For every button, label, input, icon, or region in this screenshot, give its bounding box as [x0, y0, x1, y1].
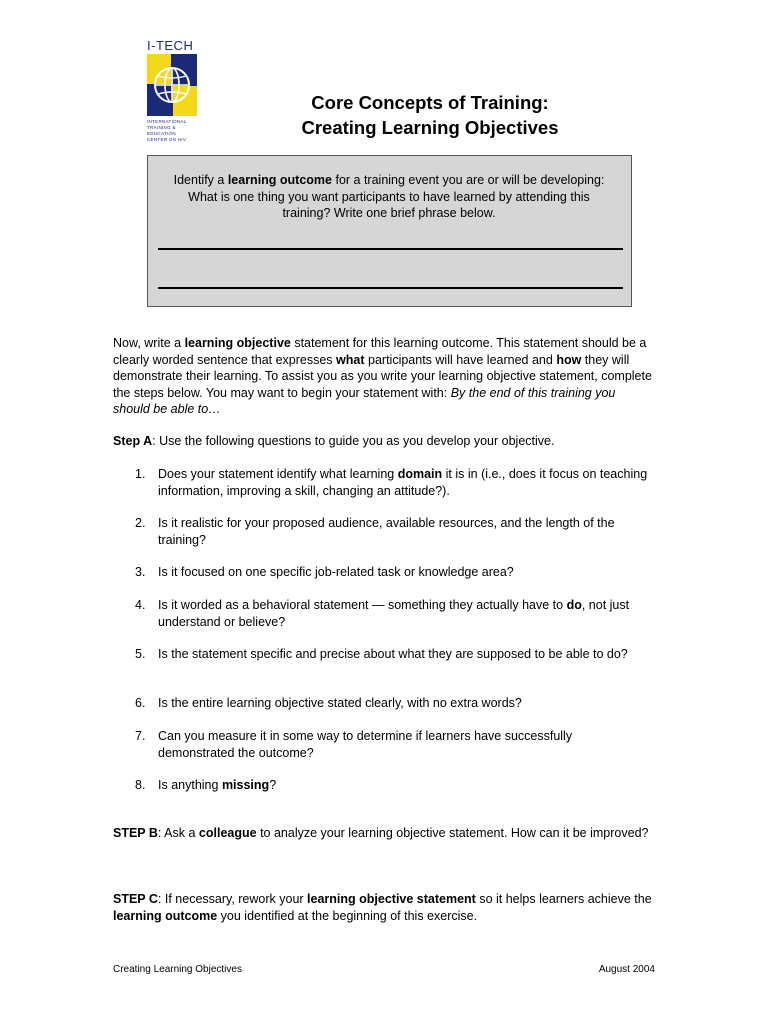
- globe-icon: [147, 54, 197, 116]
- answer-line-1[interactable]: [158, 248, 623, 250]
- footer-right: August 2004: [598, 964, 655, 975]
- step-b: STEP B: Ask a colleague to analyze your learning objective statement. How can it be improved?: [113, 826, 649, 840]
- logo-subtitle: INTERNATIONAL TRAINING & EDUCATION CENTER ON HIV: [147, 119, 187, 142]
- answer-line-2[interactable]: [158, 287, 623, 289]
- intro-paragraph: Now, write a learning objective statement for this learning outcome. This statement should be a clearly worded sentence that expresses what participants will have learned and how they will demonstrate their learning. To assist you as you write your learning objective statement, complete the steps below. You may want to begin your statement with: By the end of this training you should be able to…: [113, 336, 652, 416]
- step-a: Step A: Use the following questions to guide you as you develop your objective.: [113, 434, 555, 448]
- step-c: STEP C: If necessary, rework your learning objective statement so it helps learners achieve the learning outcome you identified at the beginning of this exercise.: [113, 892, 652, 923]
- title-line-2: Creating Learning Objectives: [301, 117, 559, 138]
- itech-logo: [147, 39, 207, 143]
- activity-box: [147, 155, 632, 307]
- page-title: [250, 90, 610, 140]
- footer-left: Creating Learning Objectives: [113, 964, 242, 975]
- logo-title: I-TECH: [147, 38, 194, 53]
- title-line-1: Core Concepts of Training:: [311, 92, 549, 113]
- activity-prompt: Identify a learning outcome for a training event you are or will be developing: What is one thing you want participants to have learned by attending this training? Write one brief phrase below.: [173, 173, 605, 220]
